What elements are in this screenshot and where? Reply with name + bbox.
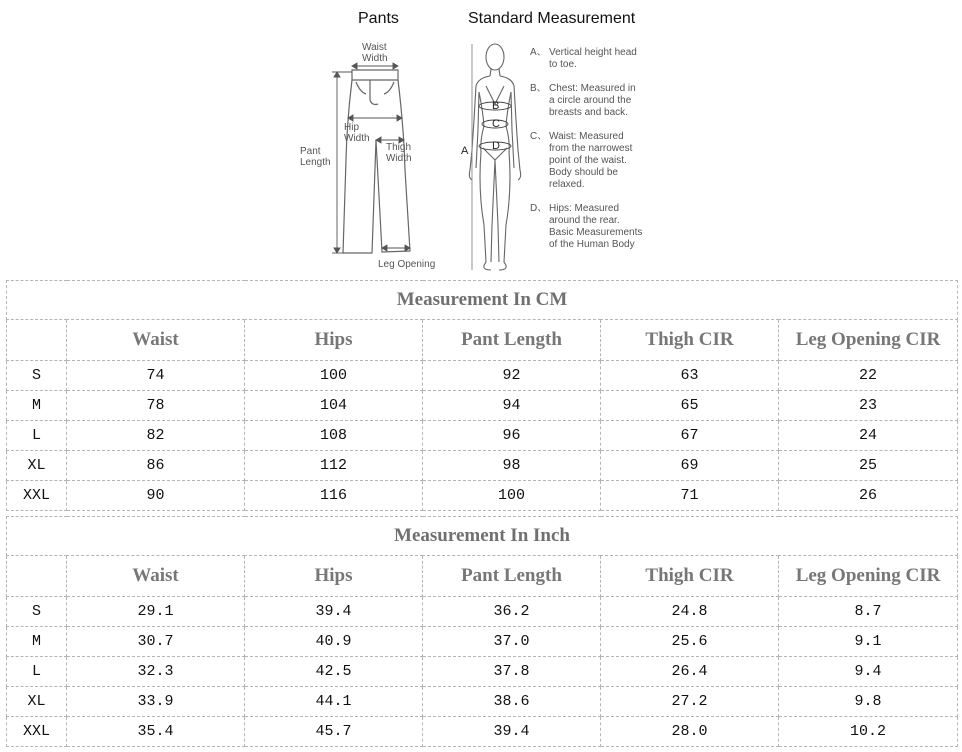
pants-title: Pants xyxy=(358,10,399,27)
letter-a: A xyxy=(461,145,469,157)
table-cell: 29.1 xyxy=(67,597,245,627)
table-cell: 112 xyxy=(245,451,423,481)
table-row xyxy=(7,451,958,481)
size-cell: L xyxy=(7,657,67,687)
header-cell: Leg Opening CIR xyxy=(779,320,958,361)
definition-b: B、 Chest: Measured in a circle around the breasts and back. xyxy=(530,83,636,118)
table-cell: 65 xyxy=(601,391,779,421)
waist-width-label: Waist Width xyxy=(362,42,388,64)
size-cell: XL xyxy=(7,451,67,481)
table-cell: 8.7 xyxy=(779,597,958,627)
table-cell: 27.2 xyxy=(601,687,779,717)
table-cell: 35.4 xyxy=(67,717,245,747)
table-cell: 36.2 xyxy=(423,597,601,627)
letter-d: D xyxy=(492,140,500,152)
size-cell: XXL xyxy=(7,717,67,747)
header-cell: Leg Opening CIR xyxy=(779,556,958,597)
table-cell: 104 xyxy=(245,391,423,421)
table-cell: 38.6 xyxy=(423,687,601,717)
table-cell: 25 xyxy=(779,451,958,481)
table-cell: 82 xyxy=(67,421,245,451)
table-cell: 44.1 xyxy=(245,687,423,717)
table-cell: 108 xyxy=(245,421,423,451)
table-row xyxy=(7,657,958,687)
table-cell: 26 xyxy=(779,481,958,511)
table-header-row xyxy=(7,320,958,361)
table-header-row xyxy=(7,556,958,597)
measurement-illustration xyxy=(0,0,962,276)
thigh-width-label: Thigh Width xyxy=(386,142,412,164)
table-cell: 28.0 xyxy=(601,717,779,747)
table-row xyxy=(7,597,958,627)
header-cell: Thigh CIR xyxy=(601,320,779,361)
leg-opening-label: Leg Opening xyxy=(378,259,436,270)
table-cell: 98 xyxy=(423,451,601,481)
table-cell: 30.7 xyxy=(67,627,245,657)
standard-measurement-title: Standard Measurement xyxy=(468,10,636,27)
table-row xyxy=(7,481,958,511)
table-cell: 22 xyxy=(779,361,958,391)
table-row xyxy=(7,627,958,657)
header-cell xyxy=(7,556,67,597)
table-cell: 78 xyxy=(67,391,245,421)
table-cell: 86 xyxy=(67,451,245,481)
table-cell: 116 xyxy=(245,481,423,511)
table-cell: 45.7 xyxy=(245,717,423,747)
table-cell: 9.1 xyxy=(779,627,958,657)
pant-length-label: Pant Length xyxy=(300,146,331,168)
header-cell xyxy=(7,320,67,361)
table-cell: 42.5 xyxy=(245,657,423,687)
size-cell: XL xyxy=(7,687,67,717)
table-row xyxy=(7,391,958,421)
table-cell: 100 xyxy=(245,361,423,391)
table-cell: 96 xyxy=(423,421,601,451)
table-cell: 25.6 xyxy=(601,627,779,657)
definition-c: C、 Waist: Measured from the narrowest point of the waist. Body should be relaxed. xyxy=(530,131,633,190)
table-cell: 100 xyxy=(423,481,601,511)
table-cell: 71 xyxy=(601,481,779,511)
table-row xyxy=(7,717,958,747)
diagram-drawings xyxy=(0,0,962,276)
table-cell: 94 xyxy=(423,391,601,421)
table-row xyxy=(7,687,958,717)
table-cell: 37.0 xyxy=(423,627,601,657)
header-cell: Hips xyxy=(245,320,423,361)
definition-d: D、 Hips: Measured around the rear. Basic Measurements of the Human Body xyxy=(530,203,643,250)
table-cell: 32.3 xyxy=(67,657,245,687)
table-cell: 74 xyxy=(67,361,245,391)
table-row xyxy=(7,421,958,451)
header-cell: Hips xyxy=(245,556,423,597)
definition-a: A、 Vertical height head to toe. xyxy=(530,47,637,70)
header-cell: Thigh CIR xyxy=(601,556,779,597)
inch-size-table xyxy=(6,516,958,747)
table-cell: 10.2 xyxy=(779,717,958,747)
table-cell: 9.4 xyxy=(779,657,958,687)
table-cell: 9.8 xyxy=(779,687,958,717)
size-cell: S xyxy=(7,361,67,391)
table-cell: 33.9 xyxy=(67,687,245,717)
table-cell: 26.4 xyxy=(601,657,779,687)
table-cell: 24.8 xyxy=(601,597,779,627)
table-cell: 23 xyxy=(779,391,958,421)
body-figure xyxy=(469,44,520,270)
size-cell: XXL xyxy=(7,481,67,511)
table-row xyxy=(7,361,958,391)
size-cell: L xyxy=(7,421,67,451)
hip-width-label: Hip Width xyxy=(344,122,370,144)
header-cell: Waist xyxy=(67,320,245,361)
table-cell: 39.4 xyxy=(423,717,601,747)
table-cell: 39.4 xyxy=(245,597,423,627)
table-caption: Measurement In CM xyxy=(7,281,958,320)
cm-size-table xyxy=(6,280,958,511)
table-cell: 63 xyxy=(601,361,779,391)
size-cell: S xyxy=(7,597,67,627)
letter-b: B xyxy=(492,100,500,112)
size-cell: M xyxy=(7,627,67,657)
table-cell: 24 xyxy=(779,421,958,451)
header-cell: Pant Length xyxy=(423,320,601,361)
table-cell: 67 xyxy=(601,421,779,451)
size-cell: M xyxy=(7,391,67,421)
table-cell: 37.8 xyxy=(423,657,601,687)
letter-c: C xyxy=(492,118,500,130)
header-cell: Waist xyxy=(67,556,245,597)
table-cell: 90 xyxy=(67,481,245,511)
header-cell: Pant Length xyxy=(423,556,601,597)
table-caption: Measurement In Inch xyxy=(7,517,958,556)
table-cell: 40.9 xyxy=(245,627,423,657)
table-cell: 92 xyxy=(423,361,601,391)
table-cell: 69 xyxy=(601,451,779,481)
